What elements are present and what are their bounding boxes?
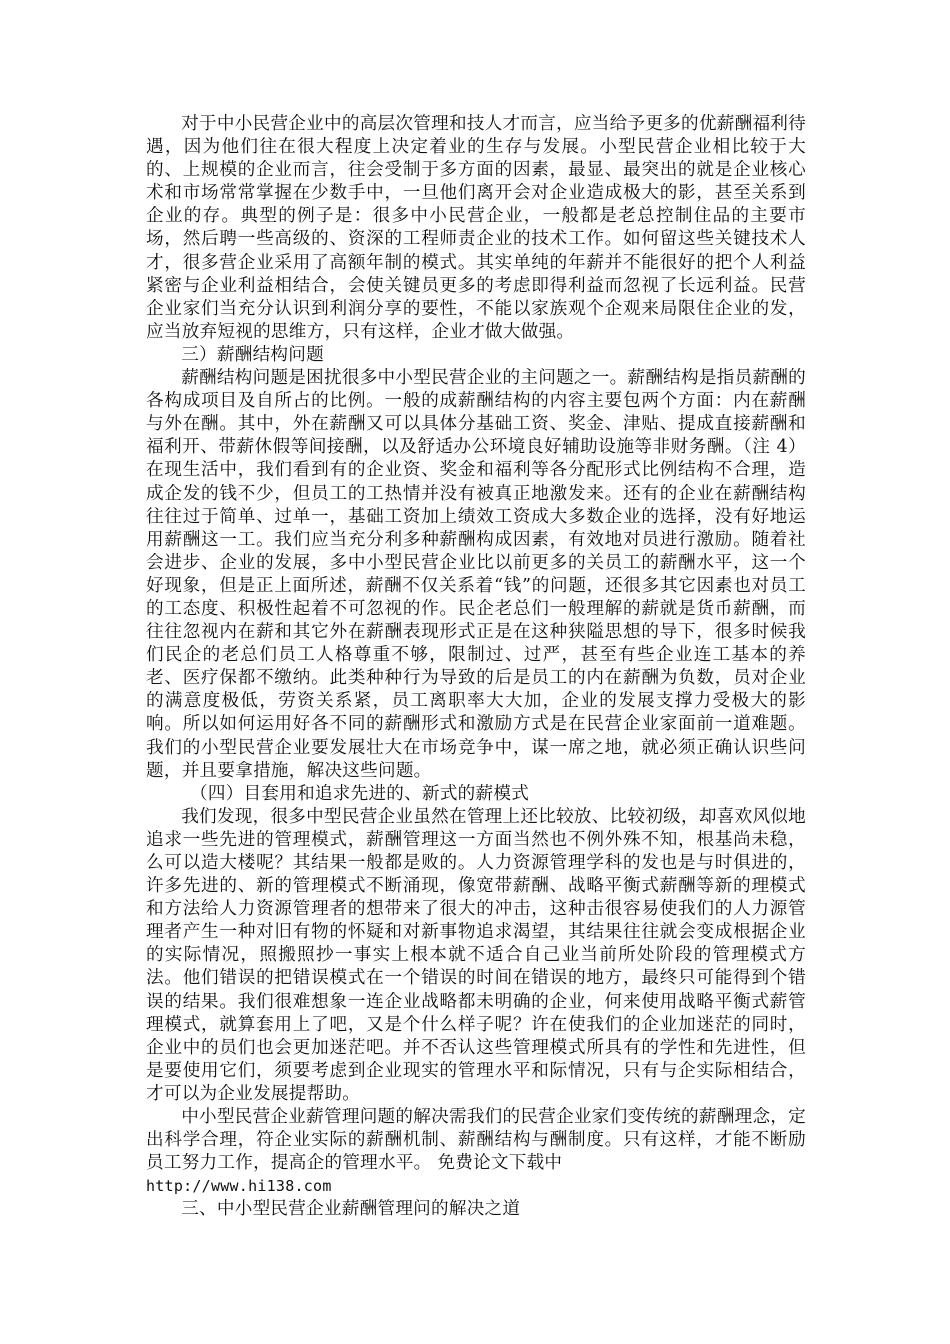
- heading-section-three: 三、中小型民营企业薪酬管理问的解决之道: [181, 1199, 521, 1220]
- heading-salary-structure: 三）薪酬结构问题: [181, 344, 324, 365]
- source-url: http://www.hi138.com: [146, 1177, 332, 1196]
- paragraph-blind-adoption: 我们发现，很多中型民营企业虽然在管理上还比较放、比较初级，却喜欢风似地追求一些先进的管理模式，薪酬管理这一方面当然也不例外殊不知，根基尚未稳，么可以造大楼呢？其结果一般都是败的。人力资源管理学科的发也是与时俱进的，许多先进的、新的管理模式不断涌现，像宽带薪酬、战略平衡式薪酬等新的理模式和方法给人力资源管理者的想带来了很大的冲击，这种击很容易使我们的人力源管理者产生一种对旧有物的怀疑和对新事物追求渴望，其结果往往就会变成根据企业的实际情况，照搬照抄一事实上根本就不适合自己业当前所处阶段的管理模式方法。他们错误的把错误模式在一个错误的时间在错误的地方，最终只可能得到个错误的结果。我们很难想象一连企业战略都未明确的企业，何来使用战略平衡式薪管理模式，就算套用上了吧，又是个什么样子呢？许在使我们的企业加迷茫的同时，企业中的员们也会更加迷茫吧。并不否认这些管理模式所具有的学性和先进性，但是要使用它们，须要考虑到企业现实的管理水平和际情况，只有与企实际相结合，才可以为企业发展提帮助。: [146, 806, 806, 1104]
- document-page: [146, 113, 806, 1222]
- paragraph-salary-structure: 薪酬结构问题是困扰很多中小型民营企业的主问题之一。薪酬结构是指员薪酬的各构成项目及自所占的比例。一般的成薪酬结构的内容主要包两个方面：内在薪酬与外在酬。其中，外在薪酬又可以具体分基础工资、奖金、津贴、提成直接薪酬和福利开、带薪休假等间接酬，以及舒适办公环境良好辅助设施等非财务酬。（注 4）在现生活中，我们看到有的企业资、奖金和福利等各分配形式比例结构不合理，造成企发的钱不少，但员工的工热情并没有被真正地激发来。还有的企业在薪酬结构往往过于简单、过单一，基础工资加上绩效工资成大多数企业的选择，没有好地运用薪酬这一工。我们应当充分利多种薪酬构成因素，有效地对员进行激励。随着社会进步、企业的发展，多中小型民营企业比以前更多的关员工的薪酬水平，这一个好现象，但是正上面所述，薪酬不仅关系着“钱”的问题，还很多其它因素也对员工的工态度、积极性起着不可忽视的作。民企老总们一般理解的薪就是货币薪酬，而往往忽视内在薪和其它外在薪酬表现形式正是在这种狭隘思想的导下，很多时候我们民企的老总们员工人格尊重不够，限制过、过严，甚至有些企业连工基本的养老、医疗保都不缴纳。此类种种行为导致的后是员工的内在薪酬为负数，员对企业的满意度极低，劳资关系紧，员工离职率大大加，企业的发展支撑力受极大的影响。所以如何运用好各不同的薪酬形式和激励方式是在民营企业家面前一道难题。我们的小型民营企业要发展壮大在市场竞争中，谋一席之地，就必须正确认识些问题，并且要拿措施，解决这些问题。: [146, 368, 806, 781]
- paragraph-conclusion: 中小型民营企业薪管理问题的解决需我们的民营企业家们变传统的薪酬理念，定出科学合理，符企业实际的薪酬机制、薪酬结构与酬制度。只有这样，才能不断励员工努力工作，提高企的管理水平。 免费论文下载中: [146, 1107, 806, 1174]
- heading-blind-adoption: （四）目套用和追求先进的、新式的薪模式: [190, 783, 530, 804]
- paragraph-talent-retention: 对于中小民营企业中的高层次管理和技人才而言，应当给予更多的优薪酬福利待遇，因为他们往在很大程度上决定着业的生存与发展。小型民营企业相比较于大的、上规模的企业而言，往会受制于多方面的因素，最显、最突出的就是企业核心术和市场常常掌握在少数手中，一旦他们离开会对企业造成极大的影，甚至关系到企业的存。典型的例子是：很多中小民营企业，一般都是老总控制住品的主要市场，然后聘一些高级的、资深的工程师责企业的技术工作。如何留这些关键技术人才，很多营企业采用了高额年制的模式。其实单纯的年薪并不能很好的把个人利益紧密与企业利益相结合，会使关键员更多的考虑即得利益而忽视了长远利益。民营企业家们当充分认识到利润分享的要性，不能以家族观个企观来局限住企业的发，应当放弃短视的思维方，只有这样，企业才做大做强。: [146, 114, 806, 342]
